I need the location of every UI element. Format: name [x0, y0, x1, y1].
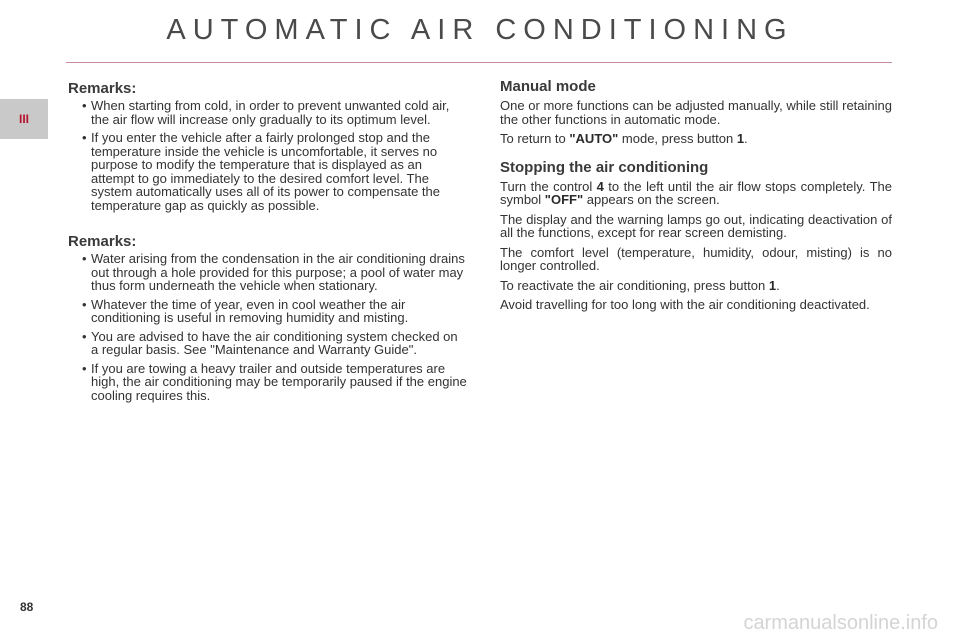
- stopping-paragraph-5: Avoid travelling for too long with the air conditioning deactivated.: [500, 297, 870, 312]
- remarks-heading-2: Remarks:: [68, 233, 137, 250]
- right-column: [500, 78, 892, 318]
- list-item: • When starting from cold, in order to prevent unwanted cold air, the air flow will increase only gradually to its optimum level.: [82, 98, 450, 127]
- manual-mode-paragraph-1: One or more functions can be adjusted manually, while still retaining the other functions in automatic mode.: [500, 98, 892, 127]
- title-divider: [66, 62, 892, 63]
- left-column: [68, 80, 468, 416]
- list-item: • Water arising from the condensation in the air conditioning drains out through a hole provided for this purpose; a pool of water may thus form underneath the vehicle when stationary.: [82, 251, 465, 293]
- list-item: • You are advised to have the air conditioning system checked on a regular basis. See "Maintenance and Warranty Guide".: [82, 328, 458, 357]
- manual-mode-heading: Manual mode: [500, 78, 596, 95]
- stopping-paragraph-2: The display and the warning lamps go out, indicating deactivation of all the functions, except for rear screen demisting.: [500, 211, 892, 240]
- stopping-paragraph-3: The comfort level (temperature, humidity, odour, misting) is no longer controlled.: [500, 244, 892, 273]
- page-number: 88: [20, 600, 34, 614]
- list-item: • Whatever the time of year, even in cool weather the air conditioning is useful in removing humidity and misting.: [82, 296, 409, 325]
- stopping-heading: Stopping the air conditioning: [500, 158, 709, 176]
- list-item: • If you enter the vehicle after a fairly prolonged stop and the temperature inside the vehicle is uncomfortable, it serves no purpose to modify the temperature that is displayed as an attempt to go immediately to the desired comfort level. The system automatically uses all of its power to compensate the temperature gap as quickly as possible.: [82, 130, 440, 213]
- chapter-tab[interactable]: III: [0, 99, 48, 139]
- stopping-paragraph-1: Turn the control 4 to the left until the air flow stops completely. The symbol "OFF" appears on the screen.: [500, 178, 892, 207]
- remarks-heading-1: Remarks:: [68, 80, 137, 97]
- list-item: • If you are towing a heavy trailer and outside temperatures are high, the air conditioning may be temporarily paused if the engine cooling requires this.: [82, 360, 467, 403]
- remarks-list-2: [68, 252, 468, 402]
- manual-mode-paragraph-2: To return to "AUTO" mode, press button 1.: [500, 131, 748, 146]
- page-title: AUTOMATIC AIR CONDITIONING: [166, 14, 794, 46]
- remarks-list-1: [68, 99, 468, 212]
- stopping-paragraph-4: To reactivate the air conditioning, press button 1.: [500, 277, 780, 293]
- watermark: carmanualsonline.info: [743, 612, 938, 634]
